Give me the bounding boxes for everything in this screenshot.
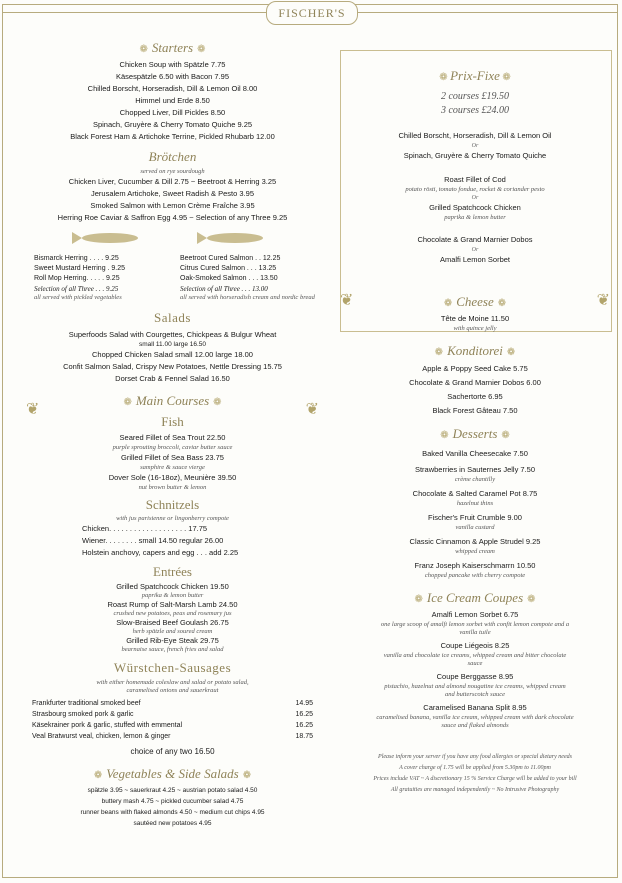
- menu-item: Holstein anchovy, capers and egg . . . add 2.25: [82, 548, 239, 557]
- footer-notes: [340, 752, 610, 796]
- menu-item: Grilled Spatchcock Chicken: [429, 203, 521, 212]
- menu-item: Franz Joseph Kaiserschmarrn 10.50: [414, 561, 536, 570]
- menu-item: Chocolate & Grand Marnier Dobos: [417, 235, 533, 244]
- item-desc: vanilla and chocolate ice creams, whipped cream and bitter chocolate sauce: [383, 652, 567, 667]
- item-desc: crème chantilly: [454, 476, 496, 483]
- menu-item: Jerusalem Artichoke, Sweet Radish & Pesto 3.95: [90, 189, 254, 198]
- menu-item: Coupe Berggasse 8.95: [436, 672, 514, 681]
- list-item: Oak-Smoked Salmon . . . 13.50: [180, 275, 278, 282]
- brand-logo: FISCHER'S: [266, 1, 358, 25]
- list-item: Käsekrainer pork & garlic, stuffed with emmental 16.25: [32, 722, 313, 729]
- menu-item: spätzle 3.95 ~ sauerkraut 4.25 ~ austrian potato salad 4.50: [87, 787, 258, 794]
- konditorei-heading: ❁ Konditorei ❁: [434, 343, 516, 358]
- menu-item: Herring Roe Caviar & Saffron Egg 4.95 ~ Selection of any Three 9.25: [57, 213, 288, 222]
- menu-item: Dover Sole (16-18oz), Meunière 39.50: [108, 473, 237, 482]
- item-desc: samphire & sauce vierge: [140, 464, 205, 471]
- prix-fixe-heading: ❁ Prix-Fixe ❁: [439, 68, 511, 83]
- menu-item: Chocolate & Grand Marnier Dobos 6.00: [409, 378, 541, 387]
- dessert-section: [340, 290, 610, 730]
- list-item: Sweet Mustard Herring . 9.25: [34, 265, 126, 272]
- menu-item: Apple & Poppy Seed Cake 5.75: [422, 364, 528, 373]
- item-desc: chopped pancake with cherry compote: [424, 572, 526, 579]
- flourish-icon: ❦: [340, 290, 354, 309]
- menu-item: Grilled Spatchcock Chicken 19.50: [116, 582, 229, 591]
- footer-line: A cover charge of 1.75 will be applied from 5.30pm to 11.00pm: [399, 765, 551, 771]
- menu-item: Seared Fillet of Sea Trout 22.50: [119, 433, 226, 442]
- list-item: Selection of all Three . . . 9.25: [34, 285, 119, 293]
- footer-line: Please inform your server if you have any food allergies or special dietary needs: [378, 754, 572, 760]
- or-text: Or: [471, 247, 479, 253]
- sausage-choice: choice of any two 16.50: [130, 747, 215, 756]
- item-desc: whipped cream: [455, 548, 495, 555]
- flourish-icon: ❦: [26, 399, 40, 418]
- list-item: Frankfurter traditional smoked beef 14.95: [32, 700, 313, 707]
- menu-item: Superfoods Salad with Courgettes, Chickpeas & Bulgur Wheat: [68, 330, 277, 339]
- menu-item: Amalfi Lemon Sorbet: [439, 255, 511, 264]
- menu-item: Wiener. . . . . . . . small 14.50 regular 26.00: [82, 536, 224, 545]
- flourish-icon: ❦: [596, 290, 610, 309]
- menu-item: Chilled Borscht, Horseradish, Dill & Lemon Oil 8.00: [87, 84, 258, 93]
- herring-salmon-lists: [20, 254, 325, 302]
- menu-item: Chopped Chicken Salad small 12.00 large 18.00: [92, 350, 253, 359]
- sausage-list: [20, 698, 325, 742]
- salmon-note: all served with horseradish cream and nordic bread: [180, 294, 315, 301]
- main-courses-box: [20, 393, 325, 654]
- item-desc: crushed new potatoes, peas and rosemary jus: [113, 610, 232, 617]
- wurstchen-heading: Würstchen-Sausages: [113, 660, 232, 675]
- main-courses-heading: ❁ Main Courses ❁: [123, 393, 222, 408]
- herring-note: all served with pickled vegetables: [34, 294, 122, 301]
- menu-item: runner beans with flaked almonds 4.50 ~ medium cut chips 4.95: [80, 809, 265, 816]
- veg-heading: ❁ Vegetables & Side Salads ❁: [93, 766, 252, 781]
- menu-item: Chocolate & Salted Caramel Pot 8.75: [412, 489, 538, 498]
- herring-list: [20, 254, 179, 302]
- right-column: [340, 34, 610, 796]
- list-item: Strasbourg smoked pork & garlic 16.25: [32, 711, 313, 718]
- item-desc: bearnaise sauce, french fries and salad: [121, 646, 224, 653]
- starters-list: [20, 59, 325, 143]
- salads-heading: Salads: [154, 310, 191, 325]
- menu-item: Classic Cinnamon & Apple Strudel 9.25: [409, 537, 541, 546]
- left-column: [20, 34, 325, 829]
- menu-item: Dorset Crab & Fennel Salad 16.50: [115, 374, 230, 383]
- prix-fixe-section: [340, 34, 610, 266]
- fish-icon: [20, 228, 325, 248]
- menu-item: Chicken Soup with Spätzle 7.75: [119, 60, 226, 69]
- desserts-heading: ❁ Desserts ❁: [440, 426, 510, 441]
- list-item: Selection of all Three . . . 13.00: [180, 285, 268, 293]
- menu-item: Baked Vanilla Cheesecake 7.50: [422, 449, 528, 458]
- or-text: Or: [471, 143, 479, 149]
- footer-line: All gratuities are managed independently ~ No Intrusive Photography: [390, 787, 560, 793]
- brotchen-note: served on rye sourdough: [140, 168, 205, 175]
- list-item: Citrus Cured Salmon . . . 13.25: [180, 265, 277, 272]
- item-desc: nut brown butter & lemon: [138, 484, 207, 491]
- menu-item: Black Forest Gâteau 7.50: [432, 406, 518, 415]
- footer-line: Prices include VAT ~ A discretionary 15 % Service Charge will be added to your bill: [373, 776, 577, 782]
- salmon-list: [180, 254, 325, 302]
- item-desc: vanilla custard: [455, 524, 495, 531]
- entrees-heading: Entrées: [153, 564, 192, 579]
- item-desc: paprika & lemon butter: [141, 592, 204, 599]
- menu-item: buttery mash 4.75 ~ pickled cucumber salad 4.75: [101, 798, 244, 805]
- item-desc: purple sprouting broccoli, caviar butter sauce: [112, 444, 233, 451]
- item-desc: one large scoop of amalfi lemon sorbet with confit lemon compote and a vanilla tuile: [380, 621, 570, 636]
- menu-item: Grilled Fillet of Sea Bass 23.75: [121, 453, 224, 462]
- list-item: Beetroot Cured Salmon . . 12.25: [180, 255, 281, 262]
- menu-item: Coupe Liégeois 8.25: [440, 641, 510, 650]
- menu-item: Chicken Liver, Cucumber & Dill 2.75 ~ Beetroot & Herring 3.25: [68, 177, 277, 186]
- item-desc: pistachio, hazelnut and almond nougatine ice creams, whipped cream and butterscotch sauce: [384, 683, 566, 698]
- menu-item-sizes: small 11.00 large 16.50: [138, 341, 207, 348]
- menu-item: Spinach, Gruyère & Cherry Tomato Quiche 9.25: [92, 120, 253, 129]
- item-desc: caramelised banana, vanilla ice cream, whipped cream with dark chocolate sauce and flaked almonds: [376, 714, 574, 729]
- menu-item: Black Forest Ham & Artichoke Terrine, Pickled Rhubarb 12.00: [70, 132, 275, 141]
- menu-item: Grilled Rib-Eye Steak 29.75: [126, 636, 219, 645]
- menu-item: Roast Fillet of Cod: [444, 175, 506, 184]
- menu-item: Himmel und Erde 8.50: [135, 96, 210, 105]
- menu-item: Spinach, Gruyère & Cherry Tomato Quiche: [403, 151, 547, 160]
- menu-item: Caramelised Banana Split 8.95: [423, 703, 527, 712]
- price-two-courses: 2 courses £19.50: [440, 91, 510, 102]
- menu-item: Fischer's Fruit Crumble 9.00: [428, 513, 522, 522]
- menu-item: Käsespätzle 6.50 with Bacon 7.95: [116, 72, 229, 81]
- item-desc: herb spätzle and soured cream: [132, 628, 213, 635]
- list-item: Bismarck Herring . . . . 9.25: [34, 255, 119, 262]
- brotchen-heading: Brötchen: [148, 149, 197, 164]
- menu-item: Strawberries in Sauternes Jelly 7.50: [414, 465, 536, 474]
- item-desc: with quince jelly: [453, 325, 497, 332]
- menu-item: Roast Rump of Salt-Marsh Lamb 24.50: [107, 600, 238, 609]
- menu-item: sautéed new potatoes 4.95: [133, 820, 212, 827]
- price-three-courses: 3 courses £24.00: [440, 105, 510, 116]
- menu-item: Slow-Braised Beef Goulash 26.75: [116, 618, 229, 627]
- item-desc: paprika & lemon butter: [444, 214, 506, 221]
- list-item: Roll Mop Herring. . . . . 9.25: [34, 275, 120, 282]
- menu-item: Tête de Moine 11.50: [440, 314, 510, 323]
- menu-item: Chicken. . . . . . . . . . . . . . . . . . . 17.75: [82, 524, 208, 533]
- schnitzels-heading: Schnitzels: [145, 497, 200, 512]
- wurstchen-note: with either homemade coleslaw and salad or potato salad, caramelised onions and sauerkraut: [96, 679, 249, 694]
- item-desc: hazelnut thins: [456, 500, 494, 507]
- schnitzels-note: with jus parisienne or lingonberry compote: [116, 515, 229, 522]
- or-text: Or: [471, 195, 479, 201]
- item-desc: potato rösti, tomato fondue, rocket & coriander pesto: [405, 186, 545, 193]
- starters-heading: ❁ Starters ❁: [139, 40, 206, 55]
- fish-heading: Fish: [161, 414, 184, 429]
- cheese-heading: ❁ Cheese ❁: [443, 294, 507, 309]
- ice-cream-heading: ❁ Ice Cream Coupes ❁: [414, 590, 536, 605]
- menu-item: Chilled Borscht, Horseradish, Dill & Lemon Oil: [398, 131, 552, 140]
- menu-item: Sachertorte 6.95: [447, 392, 503, 401]
- menu-item: Confit Salmon Salad, Crispy New Potatoes, Nettle Dressing 15.75: [63, 362, 282, 371]
- fish-illustrations: [20, 228, 325, 248]
- menu-item: Smoked Salmon with Lemon Crème Fraîche 3.95: [90, 201, 255, 210]
- flourish-icon: ❦: [305, 399, 319, 418]
- menu-item: Amalfi Lemon Sorbet 6.75: [431, 610, 519, 619]
- menu-item: Chopped Liver, Dill Pickles 8.50: [119, 108, 226, 117]
- list-item: Veal Bratwurst veal, chicken, lemon & ginger 18.75: [32, 733, 313, 740]
